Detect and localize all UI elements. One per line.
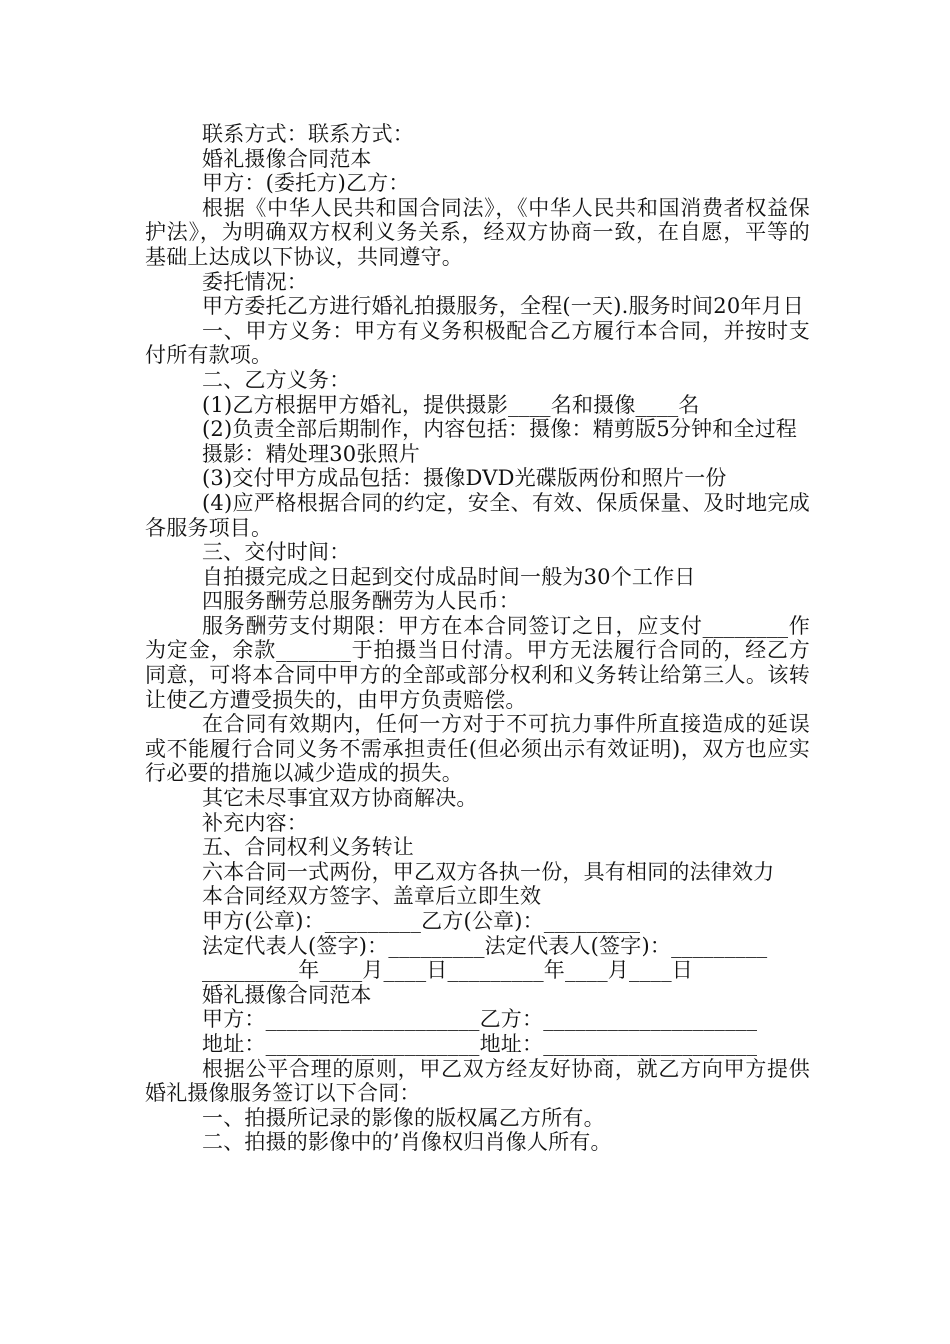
portrait-rights-clause: 二、拍摄的影像中的’肖像权归肖像人所有。 xyxy=(202,1130,612,1155)
section-heading-fee: 四服务酬劳总服务酬劳为人民币： xyxy=(202,589,520,614)
duty-item-photography: 摄影：精处理30张照片 xyxy=(202,441,420,466)
section-heading-transfer: 五、合同权利义务转让 xyxy=(202,835,414,860)
copyright-clause: 一、拍摄所记录的影像的版权属乙方所有。 xyxy=(202,1105,605,1130)
duty-item-3: (3)交付甲方成品包括：摄像DVD光碟版两份和照片一份 xyxy=(202,466,727,491)
section-heading-commission: 委托情况： xyxy=(202,269,308,294)
date-line: _________年____月____日_________年____月____日 xyxy=(202,958,693,983)
supplement-line: 补充内容： xyxy=(202,810,308,835)
party-a-duties-paragraph: 一、甲方义务：甲方有义务积极配合乙方履行本合同，并按时支付所有款项。 xyxy=(145,318,810,368)
contact-line: 联系方式：联系方式： xyxy=(202,122,414,146)
section-heading-party-b-duties: 二、乙方义务： xyxy=(202,367,351,392)
commission-paragraph: 甲方委托乙方进行婚礼拍摄服务，全程(一天).服务时间20年月日 xyxy=(202,294,804,319)
second-document-title: 婚礼摄像合同范本 xyxy=(202,982,372,1007)
duty-item-4: (4)应严格根据合同的约定，安全、有效、保质保量、及时地完成各服务项目。 xyxy=(145,490,810,540)
parties-line: 甲方：(委托方)乙方： xyxy=(202,171,410,196)
effective-line: 本合同经双方签字、盖章后立即生效 xyxy=(202,884,542,909)
delivery-paragraph: 自拍摄完成之日起到交付成品时间一般为30个工作日 xyxy=(202,564,696,589)
seal-line: 甲方(公章)：_________乙方(公章)：_________ xyxy=(202,909,641,933)
address-line: 地址：____________________地址：____________________ xyxy=(202,1031,758,1056)
duty-item-2: (2)负责全部后期制作，内容包括：摄像：精剪版5分钟和全过程 xyxy=(202,417,798,442)
section-heading-delivery: 三、交付时间： xyxy=(202,540,351,565)
document-title: 婚礼摄像合同范本 xyxy=(202,146,372,171)
duty-item-1: (1)乙方根据甲方婚礼，提供摄影____名和摄像____名 xyxy=(202,392,700,417)
other-matters-line: 其它未尽事宜双方协商解决。 xyxy=(202,786,478,811)
force-majeure-paragraph: 在合同有效期内，任何一方对于不可抗力事件所直接造成的延误或不能履行合同义务不需承担责任(但必须出示有效证明)，双方也应实行必要的措施以减少造成的损失。 xyxy=(145,712,810,786)
second-parties-line: 甲方：____________________乙方：____________________ xyxy=(202,1007,758,1032)
payment-paragraph: 服务酬劳支付期限：甲方在本合同签订之日，应支付________作为定金，余款_______于拍摄当日付清。甲方无法履行合同的，经乙方同意，可将本合同中甲方的全部或部分权利和义务转让给第三人。该转让使乙方遭受损失的，由甲方负责赔偿。 xyxy=(145,613,810,712)
preamble-paragraph: 根据《中华人民共和国合同法》，《中华人民共和国消费者权益保护法》，为明确双方权利义务关系，经双方协商一致，在自愿，平等的基础上达成以下协议，共同遵守。 xyxy=(145,195,810,269)
copies-line: 六本合同一式两份，甲乙双方各执一份，具有相同的法律效力 xyxy=(202,859,775,884)
second-preamble-paragraph: 根据公平合理的原则，甲乙双方经友好协商，就乙方向甲方提供婚礼摄像服务签订以下合同： xyxy=(145,1056,810,1106)
signature-line: 法定代表人(签字)：_________法定代表人(签字)：_________ xyxy=(202,933,768,958)
contract-document xyxy=(145,122,810,1155)
